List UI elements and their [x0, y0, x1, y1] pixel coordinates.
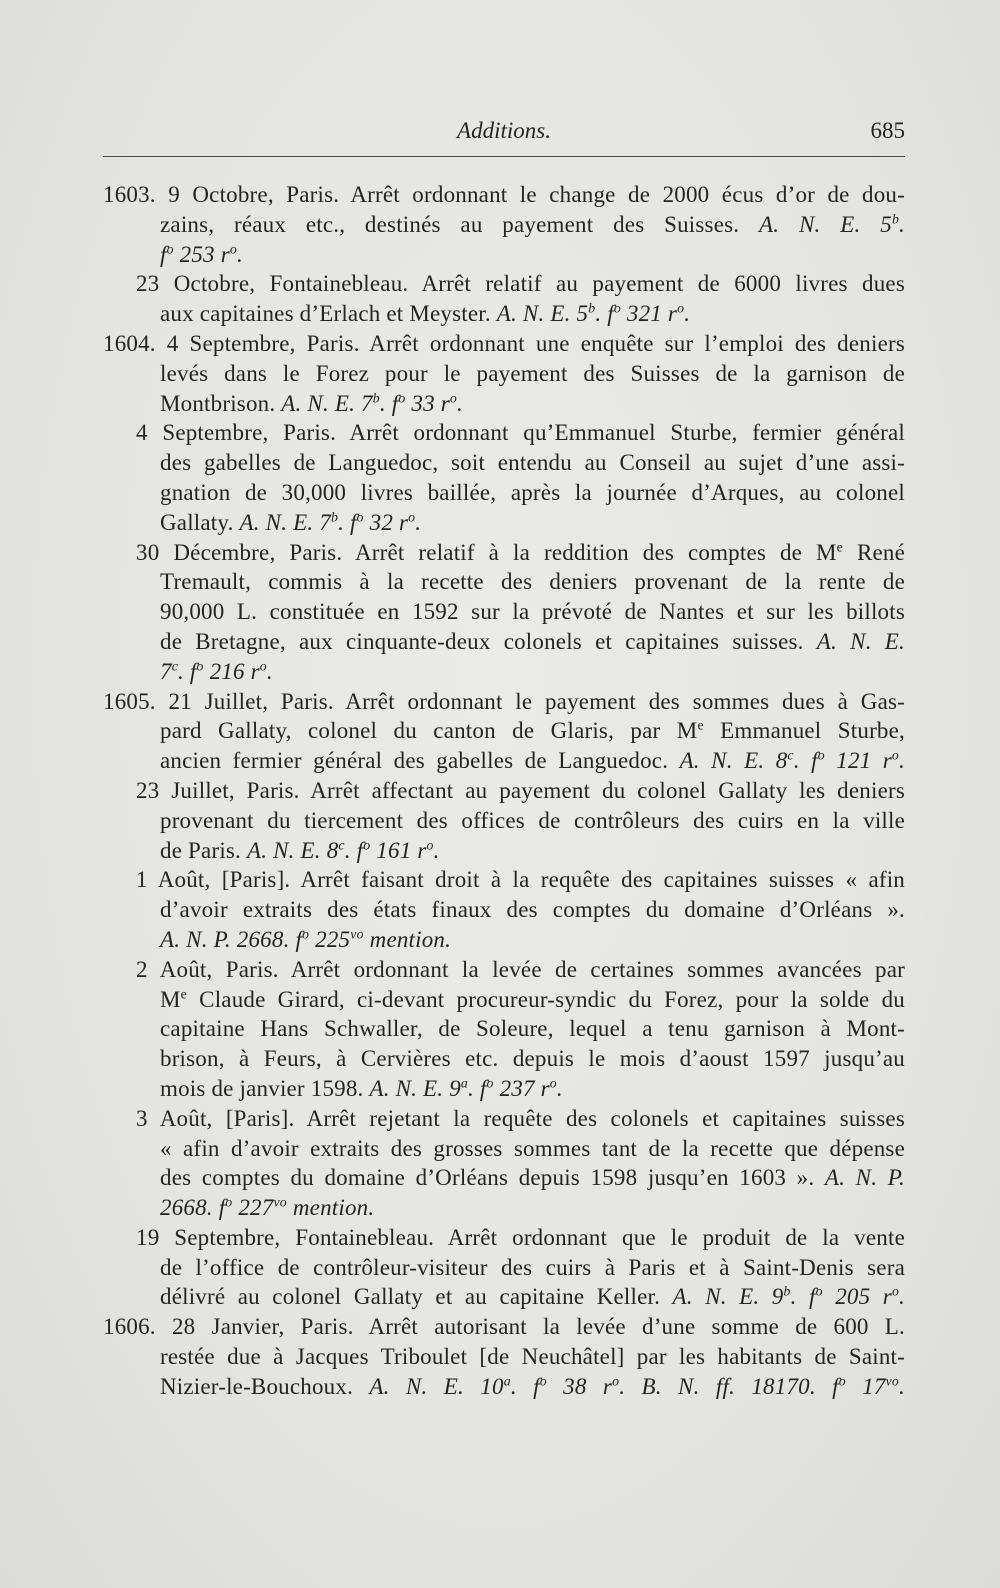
italic-reference: . [684, 301, 691, 327]
text-line [103, 538, 905, 568]
text-run: M [160, 986, 181, 1012]
entry-year: 1606. [103, 1314, 156, 1340]
text-line [103, 716, 905, 746]
italic-superscript: vo [885, 1373, 900, 1389]
text-line [103, 210, 905, 240]
year-entry [103, 329, 905, 418]
italic-superscript: c [171, 658, 179, 674]
text-line [103, 657, 905, 687]
text-run: 2 Août, Paris. Arrêt ordonnant la levée de certaines sommes avancées par [136, 956, 905, 982]
text-run: 19 Septembre, Fontainebleau. Arrêt ordonnant que le produit de la vente [136, 1224, 905, 1250]
text-run: Tremault, commis à la recette des deniers provenant de la rente de [160, 569, 905, 595]
italic-superscript: o [302, 926, 310, 942]
text-run: Gallaty. [160, 509, 240, 535]
italic-reference: . f [790, 1284, 816, 1310]
text-line [103, 1014, 905, 1044]
entry [103, 1223, 905, 1312]
italic-reference: 161 r [370, 837, 427, 863]
italic-reference: . [899, 1284, 905, 1310]
text-run: des comptes du domaine d’Orléans depuis 1598 jusqu’en 1603 ». [160, 1165, 825, 1191]
entry [103, 418, 905, 537]
italic-reference: A. N. E. 8 [679, 748, 788, 774]
text-line [103, 240, 905, 270]
text-run: 1 Août, [Paris]. Arrêt faisant droit à la requête des capitaines suisses « afin [136, 867, 905, 893]
text-line [103, 1312, 905, 1342]
text-run: 28 Janvier, Paris. Arrêt autorisant la levée d’une somme de 600 L. [171, 1314, 905, 1340]
italic-reference: . [556, 1075, 563, 1101]
italic-superscript: o [838, 1373, 846, 1389]
italic-superscript: o [229, 241, 237, 257]
italic-superscript: o [486, 1075, 494, 1091]
italic-reference: 32 r [363, 509, 409, 535]
italic-reference: mention. [363, 926, 452, 952]
italic-superscript: b [372, 390, 380, 406]
italic-reference: . [433, 837, 440, 863]
text-run: mois de janvier 1598. [160, 1075, 370, 1101]
entry-year: 1605. [103, 688, 156, 714]
italic-superscript: o [891, 1284, 900, 1300]
italic-reference: . f [793, 748, 818, 774]
italic-reference: . [236, 241, 243, 267]
text-line [103, 955, 905, 985]
italic-superscript: o [891, 747, 900, 763]
text-line [103, 1342, 905, 1372]
entry [103, 269, 905, 329]
text-line [103, 299, 905, 329]
italic-reference: 38 r [546, 1373, 613, 1399]
italic-reference: 237 r [493, 1075, 550, 1101]
text-line [103, 1104, 905, 1134]
entry [103, 538, 905, 687]
text-line [103, 687, 905, 717]
italic-reference: . [266, 658, 273, 684]
text-run: restée due à Jacques Triboulet [de Neuchâtel] par les habitants de Saint- [160, 1344, 905, 1370]
italic-reference: 216 r [203, 658, 260, 684]
text-run: provenant du tiercement des offices de contrôleurs des cuirs en la ville [160, 807, 905, 833]
text-line [103, 418, 905, 448]
italic-superscript: o [817, 747, 825, 763]
text-run: Nizier-le-Bouchoux. [160, 1373, 370, 1399]
italic-reference: . [456, 390, 463, 416]
italic-superscript: o [539, 1373, 547, 1389]
text-run: Claude Girard, ci-devant procureur-syndic du Forez, pour la solde du [186, 986, 905, 1012]
entry [103, 955, 905, 1104]
italic-reference: 33 r [405, 390, 450, 416]
italic-reference: . f [595, 301, 614, 327]
italic-superscript: vo [350, 926, 364, 942]
text-line [103, 359, 905, 389]
entry [103, 1104, 905, 1223]
italic-superscript: b [330, 509, 339, 525]
italic-reference: A. N. E. 7 [239, 509, 331, 535]
page-number: 685 [870, 118, 905, 143]
text-run: Emmanuel Sturbe, [703, 718, 905, 744]
text-run: Montbrison. [160, 390, 282, 416]
superscript: e [836, 539, 843, 555]
text-line [103, 776, 905, 806]
italic-reference: 2668. f [160, 1195, 226, 1221]
italic-superscript: o [426, 837, 434, 853]
text-run: délivré au colonel Gallaty et au capitaine Keller. [160, 1284, 673, 1310]
italic-superscript: o [196, 658, 204, 674]
italic-superscript: o [398, 390, 406, 406]
text-run: 30 Décembre, Paris. Arrêt relatif à la reddition des comptes de M [136, 539, 837, 565]
text-run: ancien fermier général des gabelles de Languedoc. [160, 748, 680, 774]
italic-superscript: o [356, 509, 364, 525]
italic-superscript: o [677, 300, 685, 316]
text-run: brison, à Feurs, à Cervières etc. depuis le mois d’aoust 1597 jusqu’au [160, 1046, 905, 1072]
italic-superscript: b [891, 211, 900, 227]
italic-reference: 7 [160, 658, 172, 684]
italic-reference: . [415, 509, 422, 535]
text-run: levés dans le Forez pour le payement des Suisses de la garnison de [160, 360, 905, 386]
text-line [103, 1134, 905, 1164]
italic-superscript: o [612, 1373, 620, 1389]
italic-reference: . B. N. ff. 18170. f [619, 1373, 839, 1399]
italic-reference: 253 r [173, 241, 230, 267]
text-run: 23 Octobre, Fontainebleau. Arrêt relatif au payement de 6000 livres dues [136, 271, 905, 297]
italic-superscript: o [408, 509, 416, 525]
text-run: des gabelles de Languedoc, soit entendu au Conseil au sujet d’une assi- [160, 450, 905, 476]
italic-superscript: o [225, 1194, 233, 1210]
text-line [103, 1044, 905, 1074]
section-title: Additions. [457, 118, 551, 143]
text-run: d’avoir extraits des états finaux des comptes du domaine d’Orléans ». [160, 897, 905, 923]
italic-reference: . [899, 1373, 905, 1399]
text-line [103, 1074, 905, 1104]
italic-reference: 321 r [620, 301, 678, 327]
header-rule [103, 156, 905, 157]
text-line [103, 1163, 905, 1193]
text-line [103, 746, 905, 776]
italic-superscript: o [166, 241, 174, 257]
text-line [103, 508, 905, 538]
italic-reference: A. N. E. 8 [246, 837, 339, 863]
italic-superscript: c [787, 747, 794, 763]
text-run: gnation de 30,000 livres baillée, après la journée d’Arques, au colonel [160, 479, 905, 505]
text-run: René [843, 539, 906, 565]
entry [103, 776, 905, 865]
italic-reference: . [899, 211, 905, 237]
italic-reference: A. N. P. 2668. f [160, 926, 303, 952]
text-line [103, 1372, 905, 1402]
entry-year: 1604. [103, 330, 156, 356]
text-line [103, 567, 905, 597]
entry-year: 1603. [103, 182, 156, 207]
text-line [103, 1253, 905, 1283]
italic-reference: 17 [845, 1373, 886, 1399]
running-head [103, 116, 905, 146]
italic-reference: 205 r [822, 1284, 892, 1310]
text-run: pard Gallaty, colonel du canton de Glaris, par M [160, 718, 698, 744]
italic-reference: . f [344, 837, 364, 863]
italic-reference: A. N. E. 5 [759, 211, 892, 237]
text-line [103, 1193, 905, 1223]
superscript: e [180, 986, 187, 1002]
italic-reference: 121 r [824, 748, 892, 774]
italic-reference: A. N. E. [816, 628, 906, 654]
italic-reference: f [160, 241, 167, 267]
text-line [103, 448, 905, 478]
italic-superscript: b [783, 1284, 791, 1300]
italic-superscript: a [460, 1075, 469, 1091]
year-entry [103, 1312, 905, 1401]
text-run: 21 Juillet, Paris. Arrêt ordonnant le payement des sommes dues à Gas- [168, 688, 905, 714]
text-run: de Paris. [160, 837, 247, 863]
text-run: de Bretagne, aux cinquante-deux colonels et capitaines suisses. [160, 628, 817, 654]
italic-superscript: o [449, 390, 457, 406]
text-run: 90,000 L. constituée en 1592 sur la prévoté de Nantes et sur les billots [160, 599, 905, 625]
italic-superscript: b [588, 300, 596, 316]
text-line [103, 925, 905, 955]
text-run: 23 Juillet, Paris. Arrêt affectant au payement du colonel Gallaty les deniers [136, 777, 905, 803]
italic-reference: A. N. E. 5 [496, 301, 589, 327]
text-line [103, 806, 905, 836]
italic-superscript: vo [273, 1194, 287, 1210]
italic-reference: A. N. E. 7 [281, 390, 373, 416]
italic-reference: . f [338, 509, 357, 535]
italic-superscript: o [363, 837, 371, 853]
italic-superscript: o [259, 658, 267, 674]
italic-reference: . f [178, 658, 197, 684]
text-line [103, 269, 905, 299]
italic-superscript: o [815, 1284, 823, 1300]
text-run: « afin d’avoir extraits des grosses sommes tant de la recette que dépense [160, 1135, 905, 1161]
year-entry [103, 687, 905, 776]
year-entry [103, 180, 905, 269]
text-line [103, 329, 905, 359]
text-line [103, 1282, 905, 1312]
text-run: zains, réaux etc., destinés au payement des Suisses. [160, 211, 759, 237]
text-line [103, 836, 905, 866]
italic-reference: A. N. E. 10 [369, 1373, 504, 1399]
text-line [103, 627, 905, 657]
text-line [103, 597, 905, 627]
italic-reference: 227 [232, 1195, 274, 1221]
entry [103, 865, 905, 954]
italic-reference: A. N. P. [824, 1165, 905, 1191]
text-run: capitaine Hans Schwaller, de Soleure, lequel a tenu garnison à Mont- [160, 1016, 905, 1042]
italic-superscript: a [503, 1373, 511, 1389]
text-run: aux capitaines d’Erlach et Meyster. [160, 301, 497, 327]
text-run: de l’office de contrôleur-visiteur des cuirs à Paris et à Saint-Denis sera [160, 1254, 905, 1280]
superscript: e [697, 718, 704, 734]
italic-reference: A. N. E. 9 [672, 1284, 784, 1310]
text-run: 3 Août, [Paris]. Arrêt rejetant la requête des colonels et capitaines suisses [136, 1105, 905, 1131]
text-run: 4 Septembre, Paris. Arrêt ordonnant qu’Emmanuel Sturbe, fermier général [136, 420, 905, 446]
italic-superscript: o [549, 1075, 557, 1091]
text-line [103, 865, 905, 895]
text-line [103, 389, 905, 419]
italic-reference: . [899, 748, 905, 774]
text-line [103, 985, 905, 1015]
text-body [103, 180, 905, 1402]
italic-reference: A. N. E. 9 [369, 1075, 461, 1101]
text-line [103, 895, 905, 925]
text-run: 4 Septembre, Paris. Arrêt ordonnant une enquête sur l’emploi des deniers [166, 330, 905, 356]
italic-superscript: c [338, 837, 345, 853]
text-run: 9 Octobre, Paris. Arrêt ordonnant le change de 2000 écus d’or de dou- [168, 182, 905, 207]
text-line [103, 1223, 905, 1253]
text-line [103, 180, 905, 210]
italic-reference: . f [510, 1373, 540, 1399]
italic-reference: . f [379, 390, 399, 416]
italic-reference: 225 [309, 926, 351, 952]
italic-reference: mention. [286, 1195, 375, 1221]
italic-reference: . f [468, 1075, 487, 1101]
text-line [103, 478, 905, 508]
italic-superscript: o [613, 300, 621, 316]
